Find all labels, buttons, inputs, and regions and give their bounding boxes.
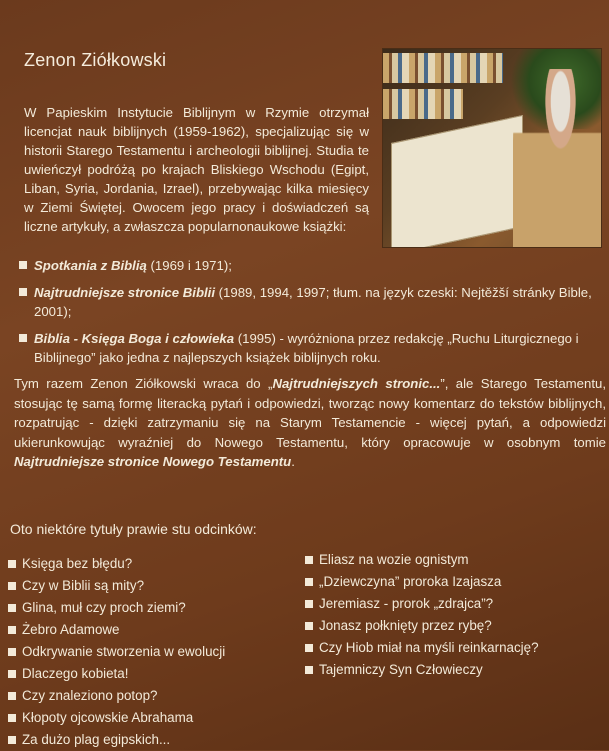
work-title: Biblia - Księga Boga i człowieka (34, 331, 235, 346)
episode-item: „Dziewczyna” proroka Izajasza (305, 571, 539, 593)
author-bio: W Papieskim Instytucie Biblijnym w Rzymie otrzymał licencjat nauk biblijnych (1959-1962), specjalizując się w historii Starego Testamentu i archeologii biblijnej. Studia te uwieńczył podróżą po krajach Bliskiego Wschodu (Egipt, Liban, Syria, Jordania, Izrael), przebywając kilka miesięcy w Ziemi Świętej. Owocem jego pracy i doświadczeń są liczne artykuły, a zwłaszcza popularnonaukowe książki: (24, 105, 369, 234)
outro-emphasis: Najtrudniejszych stronic... (272, 376, 441, 391)
outro-text: Tym razem Zenon Ziółkowski wraca do „ (14, 376, 273, 391)
episodes-heading: Oto niektóre tytuły prawie stu odcinków: (10, 521, 257, 537)
open-book (391, 115, 523, 248)
works-list (18, 256, 608, 375)
episode-item: Odkrywanie stworzenia w ewolucji (8, 641, 225, 663)
episodes-list-right (305, 549, 539, 681)
author-photo (382, 48, 602, 248)
outro-text: . (291, 454, 295, 469)
episode-item: Czy w Biblii są mity? (8, 575, 225, 597)
work-item (18, 256, 608, 275)
work-title: Najtrudniejsze stronice Biblii (34, 285, 215, 300)
episode-item: Eliasz na wozie ognistym (305, 549, 539, 571)
outro-text: ”, ale Starego Testamentu, stosując tę samą formę literacką pytań i odpowiedzi, tworząc nowy komentarz do tekstów biblijnych, rozpatrując - dzięki zatrzymaniu się na Starym Testamencie - więcej pytań, a odpowiedzi ukierunkowując wyraźniej do Nowego Testamentu, który opracowuje w osobnym tomie (14, 376, 606, 450)
book-description (14, 374, 606, 472)
episode-item: Czy znaleziono potop? (8, 685, 225, 707)
episode-item: Jeremiasz - prorok „zdrajca”? (305, 593, 539, 615)
bookshelf-lower (383, 89, 463, 119)
episode-item: Żebro Adamowe (8, 619, 225, 641)
episode-item: Kłopoty ojcowskie Abrahama (8, 707, 225, 729)
work-detail: (1969 i 1971); (146, 258, 232, 273)
outro-emphasis: Najtrudniejsze stronice Nowego Testamentu (14, 454, 292, 469)
work-item (18, 283, 608, 321)
episode-item: Jonasz połknięty przez rybę? (305, 615, 539, 637)
work-item (18, 329, 608, 367)
episode-item: Za dużo plag egipskich... (8, 729, 225, 751)
episode-item: Tajemniczy Syn Człowieczy (305, 659, 539, 681)
episode-item: Glina, muł czy proch ziemi? (8, 597, 225, 619)
bookshelf (383, 53, 503, 83)
work-detail: (1995) - wyróżniona przez redakcję „Ruchu Liturgicznego i Biblijnego” jako jedna z najlepszych książek biblijnych roku. (34, 331, 579, 365)
author-name: Zenon Ziółkowski (24, 50, 167, 70)
episode-item: Księga bez błędu? (8, 553, 225, 575)
episode-item: Dlaczego kobieta! (8, 663, 225, 685)
episode-item: Czy Hiob miał na myśli reinkarnację? (305, 637, 539, 659)
work-title: Spotkania z Biblią (34, 258, 147, 273)
reading-man (513, 69, 602, 248)
episodes-list-left (8, 553, 225, 751)
work-detail: (1989, 1994, 1997; tłum. na język czeski: Nejtěžší stránky Bible, 2001); (34, 285, 592, 319)
